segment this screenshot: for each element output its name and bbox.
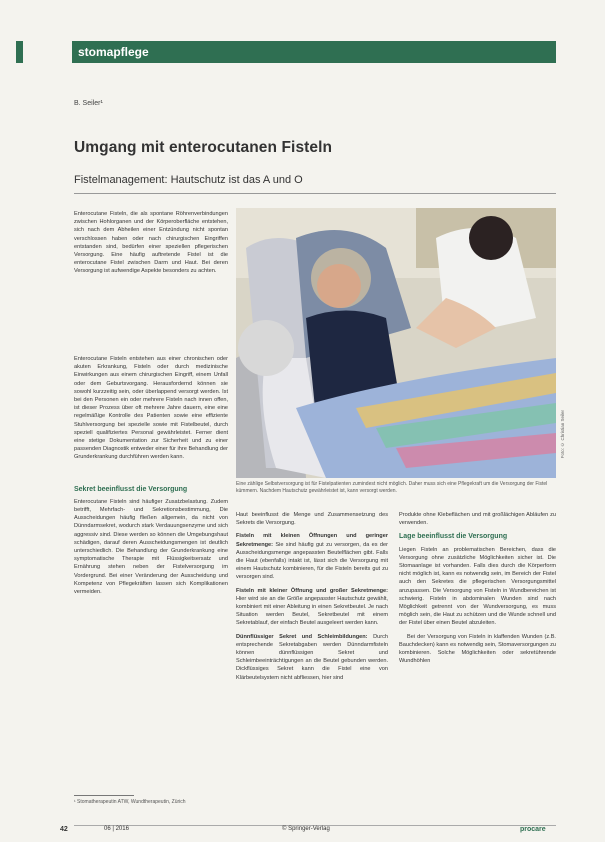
author: B. Seiler¹ [74, 100, 103, 107]
page-number: 42 [60, 826, 68, 833]
column-2 [236, 511, 388, 687]
body-paragraph: Fisteln mit kleiner Öffnung und großer Sekretmenge: Hier wird sie an die Größe angepasster Hautschutz gewählt, kombiniert mit einer Ableitung in einen Sekretbeutel. Je nach Situation werden Beutel, Sekretbeutel mit einem Sekretablauf, der einfach Beutel ausgeleert werden kann. [236, 587, 388, 627]
body-paragraph: Enterocutane Fisteln sind häufiger Zusatzbelastung. Zudem betrifft, Mehrfach- und Sekretionsbestimmung, Die Ausscheidungen häufig fließen allgemein, da nicht von Dünndarmsekret, wodurch stark Verdauungsenzyme und sich aggressiv sind. Diese werden so können die Umgebungshaut schädigen, darauf deren Ausscheidungsmengen ist deutlich unterschiedlich. Die Behandlung der Grunderkrankung eine symptomatische Therapie mit Flüssigkeitsersatz und Ernährung stehen neben der Fistelversorgung im Vordergrund. Bei einer Veränderung der Ausscheidung und Kompetenz von Pflegekräften lassen sich Komplikationen vermeiden. [74, 498, 228, 596]
footnote: ¹ Stomatherapeutin ATW, Wundtherapeutin, Zürich [74, 799, 186, 805]
section-header: stomapflege [72, 41, 556, 63]
body-paragraph: Enterocutane Fisteln entstehen aus einer chronischen oder akuten Erkrankung, Fisteln oder durch medizinische Einwirkungen aus einem chirurgischen Eingriff, einem Unfall oder dem Geburtsvorgang. Herausfordernd können sie sowohl kurzzeitig sein, oder überlappend versorgt werden. Ist bei den Personen ein oder mehrere Fisteln nach innen offen, ist dieser Prozess über oft mehrere Jahre dauern, eine eine regelmäßige Kontrolle des Patienten sowie eine effiziente Stuhlversorgung bei spezielle sowie mit Fistelbeutel, durch speziell qualifiziertes Personal gewährleistet. Ferner dient eine stetige Dokumentation zur Sicherheit und zu einer passenden Diagnostik entweder einer für ihre Behandlung der Grunderkrankung durchführen werden kann. [74, 356, 228, 461]
body-paragraph: Dünnflüssiger Sekret und Schleimbildungen: Durch entsprechende Sekretabgaben werden Dünndarmfisteln können dünnflüssigen Sekret und Schleimbeeinträchtigungen an die Beutel gebunden werden. Dickflüssiges Sekret kann die Fistel eine von Klärbeutelsystem nicht abfliessen, hier sind [236, 633, 388, 681]
body-paragraph: Produkte ohne Klebeflächen und mit großlächigen Abläufen zu verwenden. [399, 512, 556, 527]
body-paragraph: Fisteln mit kleinen Öffnungen und geringer Sekretmenge: Sie sind häufig gut zu versorgen, da es der Ausscheidungsmenge angepassten Beutelflächen gibt. Falls die Haut (ebenfalls) intakt ist, lässt sich die Versorgung mit einem Hautschutz kombinieren, für die Fisteln bereits gut zu versorgen sind. [236, 533, 388, 581]
section-marker [16, 41, 23, 63]
photo-illustration [236, 208, 556, 478]
footnote-rule [74, 795, 134, 796]
section-heading-lage: Lage beeinflusst die Versorgung [399, 533, 508, 541]
journal-brand: procare [520, 826, 546, 833]
photo-caption: Eine zählige Selbstversorgung ist für Fistelpatienten zumindest nicht möglich. Daher muss sich eine Pflegekraft um die Versorgung der Fistel kümmern. Nachdem Hautschutz gewährleistet ist, kann versorgt werden. [236, 481, 548, 494]
article-subtitle: Fistelmanagement: Hautschutz ist das A und O [74, 174, 303, 186]
issue-date: 06 | 2016 [104, 826, 129, 832]
section-heading-sekret: Sekret beeinflusst die Versorgung [74, 485, 188, 493]
intro-paragraph: Enterocutane Fisteln, die als spontane Röhrenverbindungen zwischen Hohlorganen und der Körperoberfläche entstehen, sich nach dem Abheilen einer Entzündung nicht spontan verschlossen haben oder nach chirurgischen Eingriffen entstanden sind, bedürfen einer speziellen pflegerischen Versorgung. Eine häufig auftretende Fistel ist die enterocutane Fistel zwischen Darm und Haut. Bei deren Versorgung ist aufwendige Aspekte besonders zu achten. [74, 211, 228, 275]
title-rule [74, 193, 556, 194]
column-3 [399, 511, 556, 670]
body-paragraph: Liegen Fisteln an problematischen Bereichen, dass die Versorgung ohne zusätzliche Möglichkeiten sicher ist. Die Stomaanlage ist vorhanden. Falls dies durch die Körperform nicht möglich ist, kann es notwendig sein, im Bereich der Fistel auch den Sekretes die pflegerischen Versorgungsmittel anzupassen. Die Versorgung von Fisteln in Wundbereichen ist schwierig. Fisteln in abdominalen Wunden sind nach Möglichkeit getrennt von der Wundversorgung, es muss möglich sein, die Haut zu schützen und die Wunde schnell und der Fistel über einen Beutel abzuleiten. [399, 546, 556, 627]
body-paragraph: Haut beeinflusst die Menge und Zusammensetzung des Sekrets die Versorgung. [236, 512, 388, 527]
publisher: © Springer-Verlag [282, 826, 330, 832]
photo-credit: Foto: © Christian Seiler [560, 410, 565, 459]
column-1 [74, 355, 228, 601]
article-photo [236, 208, 556, 478]
article-title: Umgang mit enterocutanen Fisteln [74, 139, 333, 156]
intro-column [74, 210, 228, 281]
body-paragraph: Bei der Versorgung von Fisteln in klaffenden Wunden (z.B. Bauchdecken) kann es notwendig sein, Stomaversorgungen zu kombinieren. Solche Möglichkeiten oder sekretührende Wundhöhlen [399, 633, 556, 665]
